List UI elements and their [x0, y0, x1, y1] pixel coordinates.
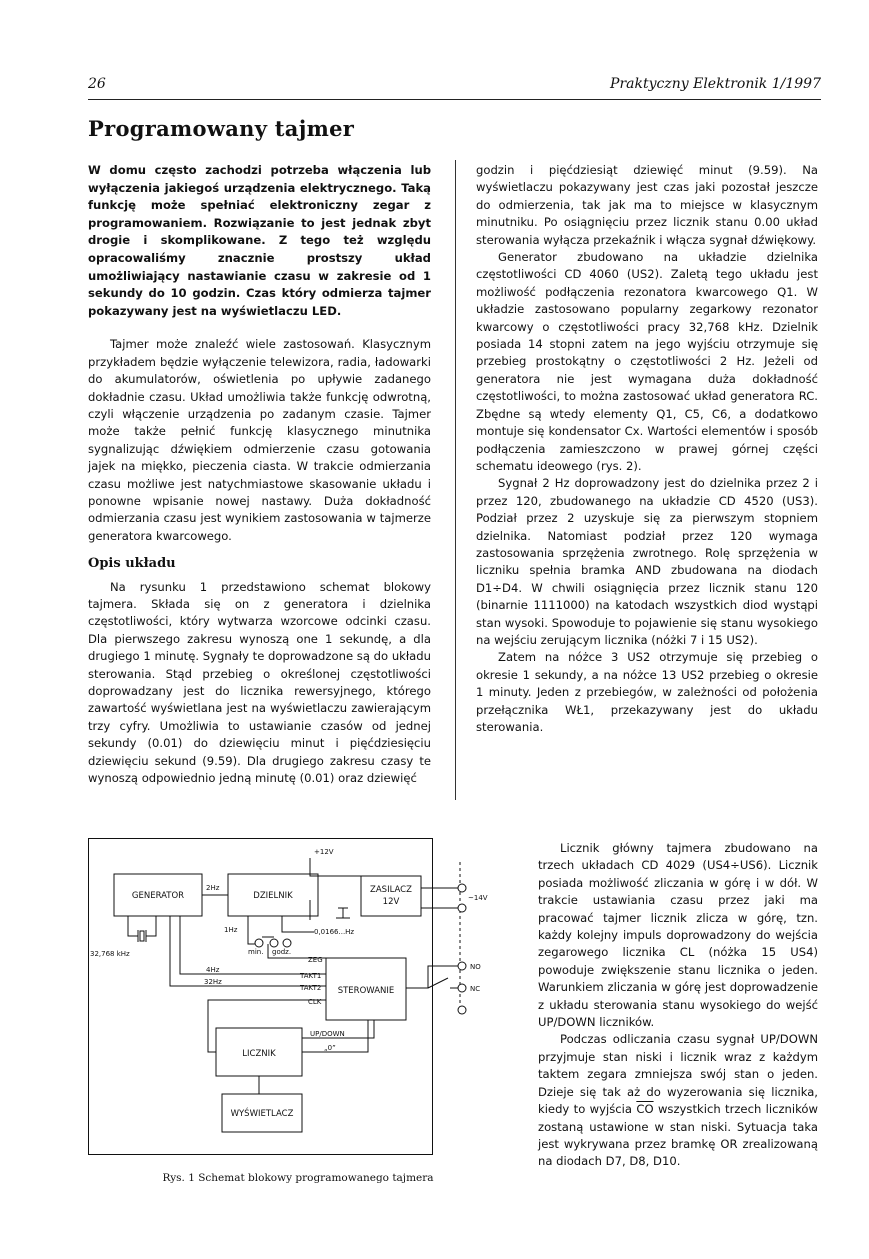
co-output-label: $\overline{CO}$	[636, 1102, 654, 1117]
label-clk: CLK	[308, 998, 322, 1006]
label-crystal: 32,768 kHz	[90, 950, 130, 958]
supply-line	[310, 858, 361, 876]
label-zasilacz-voltage: 12V	[382, 897, 400, 907]
clk-line	[208, 1000, 326, 1052]
label-zasilacz: ZASILACZ	[370, 885, 412, 895]
bottom-right-column	[538, 840, 818, 1171]
label-4hz: 4Hz	[206, 966, 220, 974]
label-generator: GENERATOR	[131, 891, 185, 901]
journal-title: Praktyczny Elektronik 1/1997	[610, 76, 821, 92]
label-godz: godz.	[272, 948, 292, 956]
label-plus12v: +12V	[314, 848, 334, 856]
label-nc: NC	[470, 985, 481, 993]
countdown-text-b: wszystkich trzech liczników zostaną ustawione w stan niski. Sytuacja taka jest wykrywana przez bramkę OR zrealizowaną na diodach D7, D8, D10.	[538, 1102, 819, 1169]
licznik-paragraph: Licznik główny tajmera zbudowano na trzech układach CD 4029 (US4÷US6). Licznik posiada możliwość zliczania w górę i w dół. W trakcie ustawiania czasu przez jaki ma pracować tajmer licznik zlicza w górę, tzn. każdy kolejny impuls doprowadzony do wejścia zegarowego licznika CL (nóżka 15 US4) powoduje zwiększenie stanu licznika o jeden. Warunkiem zliczania w górę jest doprowadzenie z układu sterowania stanu wysokiego do wejść UP/DOWN liczników.	[538, 841, 818, 1030]
continued-paragraph: godzin i pięćdziesiąt dziewięć minut (9.59). Na wyświetlaczu pokazywany jest czas jaki pozostał jeszcze do odmierzenia, tak jak ma to miejsce w klasycznym minutniku. Po osiągnięciu przez licznik stanu 0.00 układ sterowania wyłącza przekaźnik i włącza sygnał dźwiękowy.	[476, 163, 818, 247]
intro-paragraph: Tajmer może znaleźć wiele zastosowań. Klasycznym przykładem będzie wyłączenie telewizora, radia, ładowarki do akumulatorów, oświetlenia po upływie zadanego dokładnie czasu. Układ umożliwia także funkcję odwrotną, czyli włączenie urządzenia po zadanym czasie. Tajmer może także pełnić funkcję klasycznego minutnika sygnalizując dźwiękiem odmierzenie czasu gotowania jajek na miękko, pieczenia ciasta. W trakcie odmierzania czasu możliwe jest natychmiastowe skasowanie układu i ponowne wpisanie nowej nastawy. Duża dokładność odmierzania czasu jest wynikiem zastosowania w tajmerze generatora kwarcowego.	[88, 337, 431, 543]
label-zero: „0”	[324, 1044, 336, 1052]
block-diagram	[88, 838, 490, 1160]
opis-paragraph: Na rysunku 1 przedstawiono schemat blokowy tajmera. Składa się on z generatora i dzielnika częstotliwości, który wytwarza wzorcowe odcinki czasu. Dla pierwszego zakresu wynoszą one 1 sekundę, a dla drugiego 1 minutę. Sygnały te doprowadzone są do układu sterowania. Stąd przebieg o określonej częstotliwości doprowadzany jest do licznika rewersyjnego, którego zawartość wyświetlana jest na wyświetlaczu zawierającym trzy cyfry. Umożliwia to ustawianie czasów od jednej sekundy (0.01) do dziewięciu minut i pięćdziesięciu dziewięciu sekund (9.59). Dla drugiego zakresu czasy te wynoszą odpowiednio jedną minutę (0.01) oraz dziewięć	[88, 579, 431, 786]
countdown-text-a: Podczas odliczania czasu sygnał UP/DOWN przyjmuje stan niski i licznik wraz z każdym taktem zegara zmniejsza swój stan o jeden. Dzieje się tak aż do wyzerowania się licznika, kiedy to wyjścia	[538, 1032, 818, 1117]
label-updown: UP/DOWN	[310, 1030, 345, 1038]
article-title: Programowany tajmer	[88, 116, 355, 141]
label-1hz: 1Hz	[224, 926, 238, 934]
label-dzielnik: DZIELNIK	[253, 891, 293, 901]
label-range: 0,0166...Hz	[314, 928, 355, 936]
label-takt2: TAKT2	[300, 984, 322, 992]
label-32hz: 32Hz	[204, 978, 222, 986]
page-number: 26	[88, 76, 106, 92]
label-zeg: ZEG	[308, 956, 323, 964]
section-heading: Opis układu	[88, 556, 176, 572]
label-min: min.	[248, 948, 264, 956]
generator-paragraph: Generator zbudowano na układzie dzielnika częstotliwości CD 4060 (US2). Zaletą tego układu jest możliwość podłączenia rezonatora kwarcowego Q1. W układzie zastosowano popularny zegarkowy rezonator kwarcowy o częstotliwości pracy 32,768 kHz. Dzielnik posiada 14 stopni zatem na jego wyjściu otrzymuje się przebieg prostokątny o częstotliwości 2 Hz. Jeżeli od generatora nie jest wymagana duża dokładność częstotliwości, to można zastosować układ generatora RC. Zbędne są wtedy elementy Q1, C5, C6, a dodatkowo montuje się kondensator Cx. Wartości elementów i sposób podłączenia zamieszczono w prawej górnej części schematu ideowego (rys. 2).	[476, 250, 818, 473]
zasilacz-block	[361, 876, 421, 916]
label-ac14v: ~14V	[468, 894, 488, 902]
label-takt1: TAKT1	[300, 972, 322, 980]
column-divider	[455, 160, 456, 800]
figure-caption: Rys. 1 Schemat blokowy programowanego tajmera	[162, 1172, 434, 1184]
header-rule	[88, 99, 821, 100]
countdown-paragraph	[538, 1031, 818, 1170]
label-licznik: LICZNIK	[242, 1049, 276, 1059]
label-2hz: 2Hz	[206, 884, 220, 892]
block-diagram-svg	[88, 838, 490, 1160]
label-sterowanie: STEROWANIE	[337, 986, 395, 996]
crystal-leads	[128, 916, 156, 936]
lead-paragraph: W domu często zachodzi potrzeba włączenia lub wyłączenia jakiegoś urządzenia elektrycznego. Taką funkcję może spełniać elektroniczny zegar z programowaniem. Rozwiązanie to jest jednak zbyt drogie i skomplikowane. Z tego też względu opracowaliśmy znacznie prostszy układ umożliwiający nastawianie czasu w zakresie od 1 sekundy do 10 godzin. Czas który odmierza tajmer pokazywany jest na wyświetlaczu LED.	[88, 163, 431, 318]
signal-paragraph: Sygnał 2 Hz doprowadzony jest do dzielnika przez 2 i przez 120, zbudowanego na układzie CD 4520 (US3). Podział przez 2 uzyskuje się za pierwszym stopniem dzielnika. Natomiast podział przez 120 wymaga zastosowania sprzężenia zwrotnego. Rolę sprzężenia w liczniku spełnia bramka AND zbudowana na diodach D1÷D4. W chwili osiągnięcia przez licznik stanu 120 (binarnie 1111000) na katodach wszystkich diod wystąpi stan wysoki. Spowoduje to pojawienie się stanu wysokiego na wejściu zerującym licznika (nóżki 7 i 15 US2).	[476, 476, 818, 647]
output-paragraph: Zatem na nóżce 3 US2 otrzymuje się przebieg o okresie 1 sekundy, a na nóżce 13 US2 przebieg o okresie 1 minuty. Jeden z przebiegów, w zależności od położenia przełącznika WŁ1, przekazywany jest do układu sterowania.	[476, 650, 818, 734]
right-column	[476, 162, 818, 736]
label-wyswietlacz: WYŚWIETLACZ	[230, 1109, 294, 1119]
left-column	[88, 162, 431, 788]
label-no: NO	[470, 963, 481, 971]
takt1-line	[180, 916, 326, 974]
